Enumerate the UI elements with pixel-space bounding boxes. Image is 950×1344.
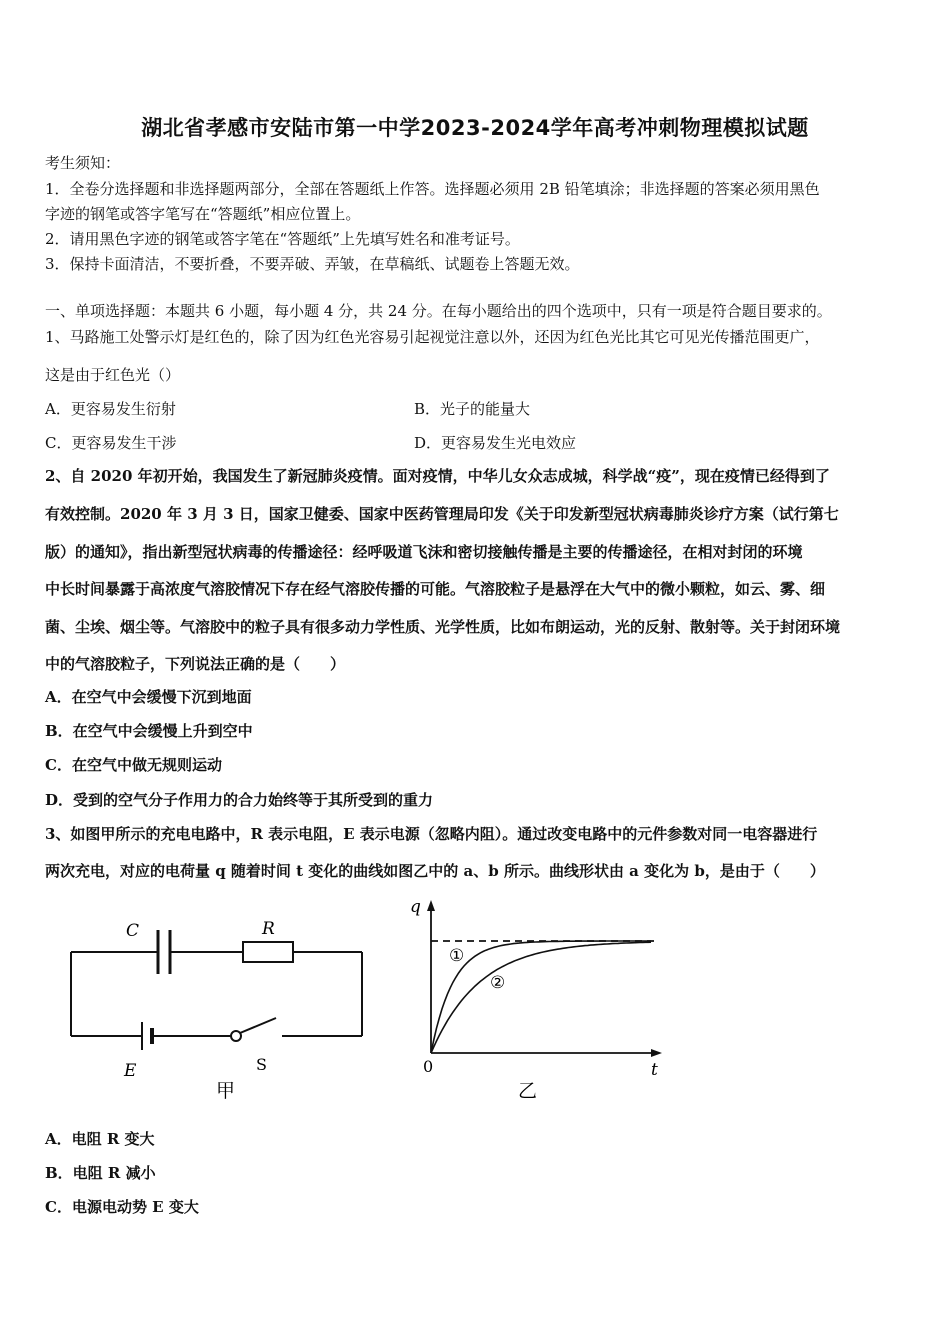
label-c: C	[126, 921, 140, 941]
q1-line-2: 这是由于红色光（）	[45, 366, 181, 384]
q2-line-1: 2、自 2020 年初开始，我国发生了新冠肺炎疫情。面对疫情，中华儿女众志成城，科学战“疫”，现在疫情已经得到了	[45, 467, 830, 485]
q3-option-b: B．电阻 R 减小	[45, 1164, 156, 1182]
charge-time-graph	[427, 900, 662, 1057]
q2-option-d: D．受到的空气分子作用力的合力始终等于其所受到的重力	[45, 791, 434, 809]
q1-option-c: C．更容易发生干涉	[45, 434, 177, 452]
q2-line-5: 菌、尘埃、烟尘等。气溶胶中的粒子具有很多动力学性质、光学性质，比如布朗运动，光的反射、散射等。关于封闭环境	[45, 618, 841, 636]
label-r: R	[262, 919, 275, 939]
q2-line-2: 有效控制。2020 年 3 月 3 日，国家卫健委、国家中医药管理局印发《关于印发新型冠状病毒肺炎诊疗方案（试行第七	[45, 505, 839, 523]
circuit-diagram	[71, 930, 362, 1050]
graph-y-arrow	[427, 900, 435, 911]
q1-option-a: A．更容易发生衍射	[45, 400, 176, 418]
switch-contact	[231, 1031, 241, 1041]
notice-item-1a: 1．全卷分选择题和非选择题两部分，全部在答题纸上作答。选择题必须用 2B 铅笔填涂；非选择题的答案必须用黑色	[45, 180, 820, 198]
caption-yi: 乙	[518, 1080, 538, 1102]
notice-heading: 考生须知：	[45, 154, 121, 172]
graph-y-label: q	[410, 897, 421, 917]
page-title: 湖北省孝感市安陆市第一中学2023-2024学年高考冲刺物理模拟试题	[141, 116, 809, 140]
resistor	[243, 942, 293, 962]
notice-item-1b: 字迹的钢笔或答字笔写在“答题纸”相应位置上。	[45, 205, 361, 223]
q3-option-c: C．电源电动势 E 变大	[45, 1198, 199, 1216]
caption-jia: 甲	[216, 1080, 236, 1102]
q3-option-a: A．电阻 R 变大	[45, 1130, 155, 1148]
graph-curve-1-label: ①	[449, 946, 465, 966]
notice-item-3: 3．保持卡面清洁，不要折叠，不要弄破、弄皱，在草稿纸、试题卷上答题无效。	[45, 255, 580, 273]
q1-line-1: 1、马路施工处警示灯是红色的，除了因为红色光容易引起视觉注意以外，还因为红色光比其它可见光传播范围更广，	[45, 328, 820, 346]
label-s: S	[256, 1055, 267, 1074]
q2-option-a: A．在空气中会缓慢下沉到地面	[45, 688, 252, 706]
q1-option-b: B．光子的能量大	[414, 400, 531, 418]
switch-lever	[240, 1018, 276, 1033]
q1-option-d: D．更容易发生光电效应	[414, 434, 577, 452]
graph-x-label: t	[651, 1060, 658, 1080]
q2-line-4: 中长时间暴露于高浓度气溶胶情况下存在经气溶胶传播的可能。气溶胶粒子是悬浮在大气中的微小颗粒，如云、雾、细	[45, 580, 826, 598]
graph-x-arrow	[651, 1049, 662, 1057]
q2-line-6: 中的气溶胶粒子，下列说法正确的是（ ）	[45, 655, 346, 673]
q2-line-3: 版）的通知》，指出新型冠状病毒的传播途径：经呼吸道飞沫和密切接触传播是主要的传播途径，在相对封闭的环境	[45, 543, 803, 561]
q3-line-2: 两次充电，对应的电荷量 q 随着时间 t 变化的曲线如图乙中的 a、b 所示。曲线形状由 a 变化为 b，是由于（ ）	[45, 862, 825, 880]
graph-curve-2-label: ②	[490, 973, 506, 993]
q3-line-1: 3、如图甲所示的充电电路中，R 表示电阻，E 表示电源（忽略内阻）。通过改变电路中的元件参数对同一电容器进行	[45, 825, 818, 843]
q2-option-b: B．在空气中会缓慢上升到空中	[45, 722, 253, 740]
label-e: E	[124, 1061, 137, 1081]
q2-option-c: C．在空气中做无规则运动	[45, 756, 222, 774]
section-heading: 一、单项选择题：本题共 6 小题，每小题 4 分，共 24 分。在每小题给出的四个选项中，只有一项是符合题目要求的。	[45, 302, 832, 320]
notice-item-2: 2．请用黑色字迹的钢笔或答字笔在“答题纸”上先填写姓名和准考证号。	[45, 230, 520, 248]
graph-origin-label: 0	[423, 1057, 434, 1076]
